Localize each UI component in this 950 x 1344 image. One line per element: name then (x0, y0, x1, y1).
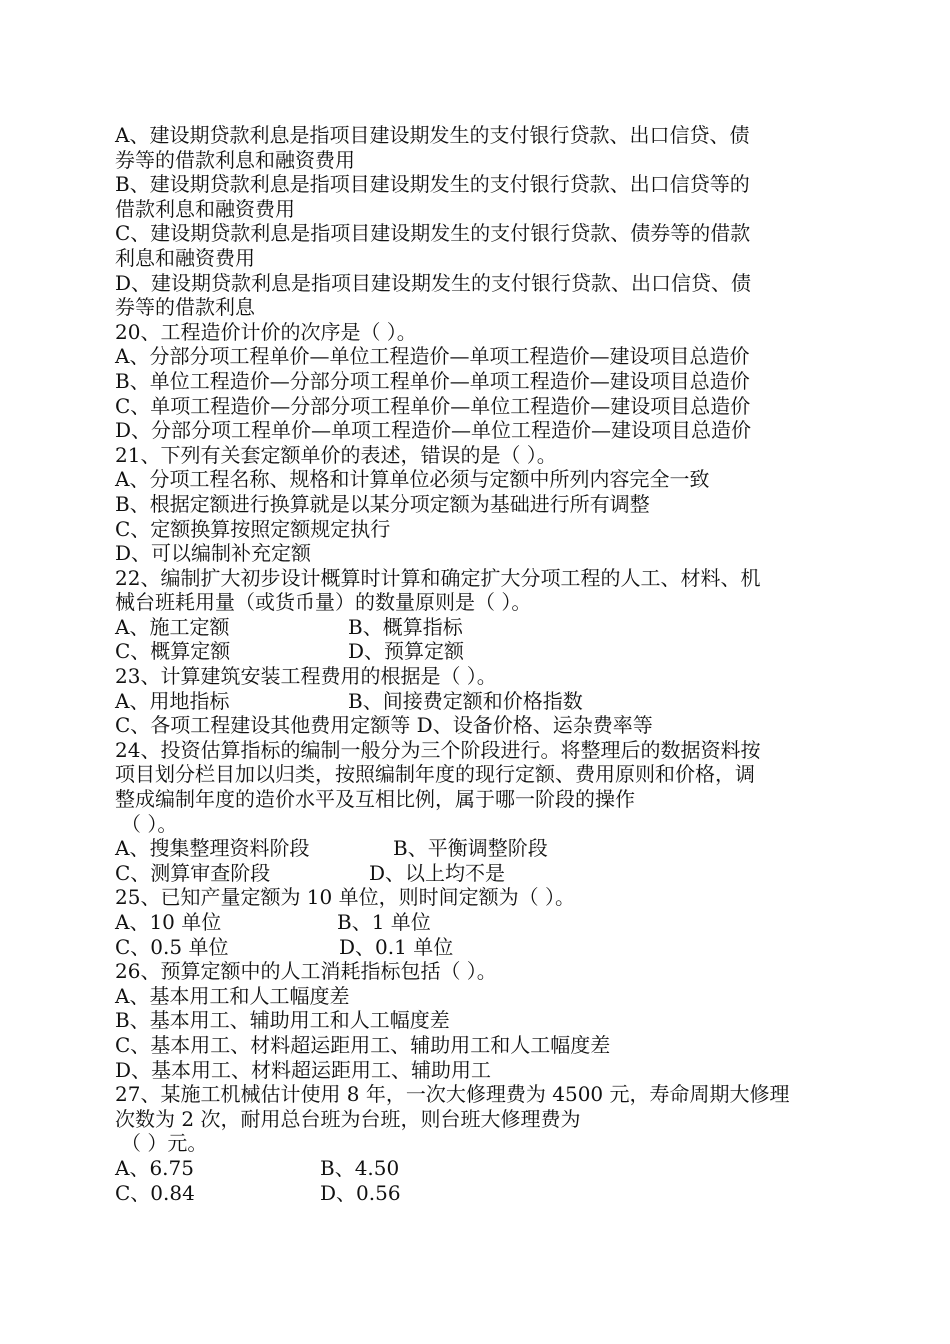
text-line: A、分项工程名称、规格和计算单位必须与定额中所列内容完全一致 (115, 467, 710, 492)
question-22-title: 22、编制扩大初步设计概算时计算和确定扩大分项工程的人工、材料、机 (115, 565, 761, 590)
text-line: C、基本用工、材料超运距用工、辅助用工和人工幅度差 (115, 1032, 611, 1057)
question-26-title: 26、预算定额中的人工消耗指标包括（ ）。 (115, 959, 497, 984)
option-row: C、各项工程建设其他费用定额等 D、设备价格、运杂费率等 (115, 713, 653, 738)
question-27-title: 27、某施工机械估计使用 8 年，一次大修理费为 4500 元，寿命周期大修理 (115, 1082, 790, 1107)
question-25-title: 25、已知产量定额为 10 单位，则时间定额为（ ）。 (115, 885, 575, 910)
option: D、以上均不是 (369, 860, 506, 885)
text-line: B、建设期贷款利息是指项目建设期发生的支付银行贷款、出口信贷等的 (115, 172, 750, 197)
text-line: B、基本用工、辅助用工和人工幅度差 (115, 1008, 450, 1033)
text-line: （ ）。 (121, 811, 178, 836)
text-line: B、单位工程造价—分部分项工程单价—单项工程造价—建设项目总造价 (115, 368, 750, 393)
text-line: 利息和融资费用 (115, 245, 255, 270)
text-line: D、建设期贷款利息是指项目建设期发生的支付银行贷款、出口信贷、债 (115, 270, 752, 295)
option: A、用地指标 (115, 688, 230, 713)
option: B、间接费定额和价格指数 (348, 688, 583, 713)
text-line: C、建设期贷款利息是指项目建设期发生的支付银行贷款、债券等的借款 (115, 221, 751, 246)
text-line: A、基本用工和人工幅度差 (115, 983, 350, 1008)
option: C、0.84 (115, 1180, 195, 1205)
option-row (115, 639, 840, 664)
option: A、6.75 (115, 1155, 194, 1180)
text-line: 次数为 2 次，耐用总台班为台班，则台班大修理费为 (115, 1106, 581, 1131)
option-row (115, 910, 840, 935)
text-line: 券等的借款利息 (115, 295, 255, 320)
question-24-title: 24、投资估算指标的编制一般分为三个阶段进行。将整理后的数据资料按 (115, 737, 761, 762)
option: B、4.50 (320, 1155, 400, 1180)
question-20-title: 20、工程造价计价的次序是（ ）。 (115, 319, 417, 344)
option: B、1 单位 (337, 910, 431, 934)
option: C、测算审查阶段 (115, 860, 271, 885)
option: A、10 单位 (115, 910, 222, 934)
text-line: 券等的借款利息和融资费用 (115, 147, 355, 172)
text-line: 整成编制年度的造价水平及互相比例，属于哪一阶段的操作 (115, 787, 635, 812)
text-line: A、分部分项工程单价—单位工程造价—单项工程造价—建设项目总造价 (115, 344, 750, 369)
option: B、平衡调整阶段 (393, 836, 548, 861)
text-line: 借款利息和融资费用 (115, 196, 295, 221)
option-row (115, 689, 840, 714)
option-row (115, 1156, 840, 1181)
option-row (115, 615, 840, 640)
option: B、概算指标 (348, 614, 463, 639)
option-row (115, 836, 840, 861)
option: D、0.56 (320, 1180, 401, 1205)
option-row (115, 1181, 840, 1206)
text-line: A、建设期贷款利息是指项目建设期发生的支付银行贷款、出口信贷、债 (115, 123, 750, 147)
text-line: C、定额换算按照定额规定执行 (115, 516, 391, 541)
text-line: 械台班耗用量（或货币量）的数量原则是（ ）。 (115, 590, 532, 615)
text-line: B、根据定额进行换算就是以某分项定额为基础进行所有调整 (115, 491, 650, 516)
option: D、0.1 单位 (339, 934, 454, 959)
option: D、预算定额 (348, 639, 465, 664)
text-line: D、可以编制补充定额 (115, 541, 312, 566)
question-23-title: 23、计算建筑安装工程费用的根据是（ ）。 (115, 664, 497, 689)
text-line: C、单项工程造价—分部分项工程单价—单位工程造价—建设项目总造价 (115, 393, 751, 418)
option: A、施工定额 (115, 614, 230, 639)
text-line: D、分部分项工程单价—单项工程造价—单位工程造价—建设项目总造价 (115, 418, 752, 443)
text-line: 项目划分栏目加以归类，按照编制年度的现行定额、费用原则和价格，调 (115, 762, 755, 787)
option: A、搜集整理资料阶段 (115, 836, 310, 861)
document-page (115, 123, 840, 1205)
option-row (115, 861, 840, 886)
option-row (115, 935, 840, 960)
text-line: D、基本用工、材料超运距用工、辅助用工 (115, 1057, 492, 1082)
question-21-title: 21、下列有关套定额单价的表述，错误的是（ ）。 (115, 442, 557, 467)
text-line: （ ）元。 (121, 1131, 208, 1156)
option: C、概算定额 (115, 639, 231, 664)
option: C、0.5 单位 (115, 934, 229, 959)
